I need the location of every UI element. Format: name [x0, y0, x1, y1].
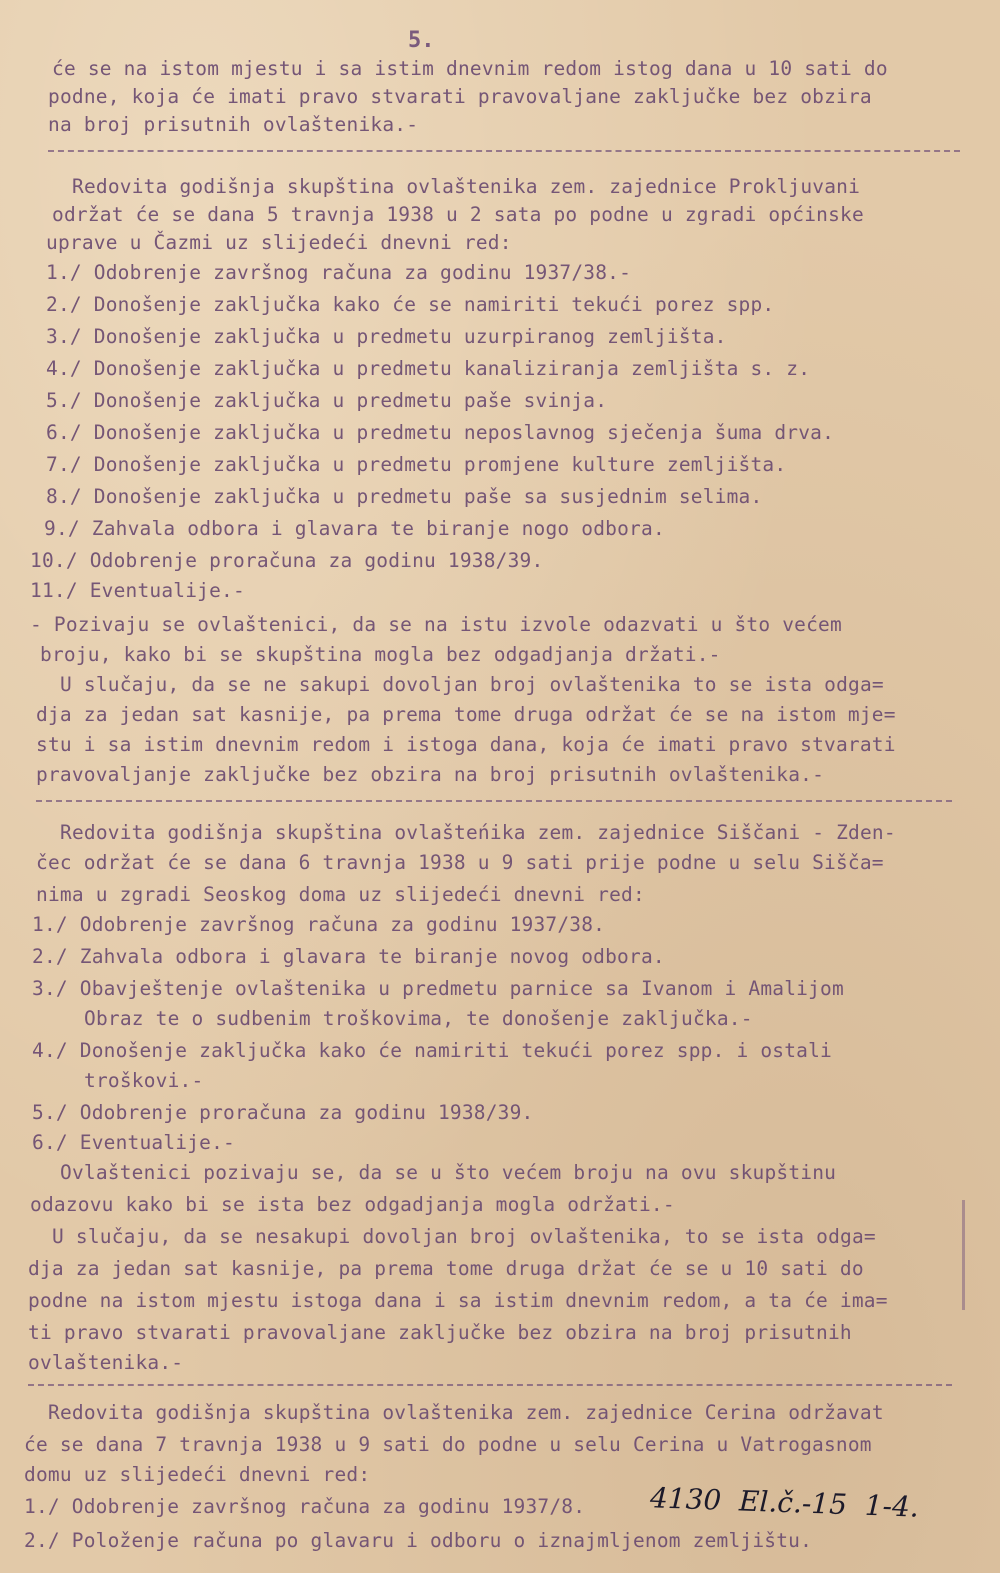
agenda-item: 2./ Zahvala odbora i glavara te biranje novog odbora.: [32, 945, 665, 968]
text-line: Redovita godišnja skupština ovlaštenika zem. zajednice Prokljuvani: [72, 175, 861, 198]
text-line: pravovaljanje zaključke bez obzira na broj prisutnih ovlaštenika.-: [36, 763, 825, 786]
text-line: odazovu kako bi se ista bez odgadjanja mogla održati.-: [30, 1193, 675, 1216]
section-divider: [28, 1384, 952, 1386]
agenda-item: 1./ Odobrenje završnog računa za godinu 1937/38.: [32, 913, 606, 936]
text-line: broju, kako bi se skupština mogla bez odgadjanja držati.-: [40, 643, 721, 666]
text-line: će se dana 7 travnja 1938 u 9 sati do podne u selu Cerina u Vatrogasnom: [24, 1433, 872, 1456]
text-line: stu i sa istim dnevnim redom i istoga dana, koja će imati pravo stvarati: [36, 733, 896, 756]
text-line: čec održat će se dana 6 travnja 1938 u 9 sati prije podne u selu Sišča=: [36, 851, 884, 874]
handwritten-archive-note: 4130 El.č.-15 1-4.: [649, 1481, 920, 1524]
text-line: uprave u Čazmi uz slijedeći dnevni red:: [46, 231, 512, 254]
text-line: podne, koja će imati pravo stvarati pravovaljane zaključke bez obzira: [48, 85, 872, 108]
agenda-item: 9./ Zahvala odbora i glavara te biranje nogo odbora.: [44, 517, 665, 540]
text-line: Ovlaštenici pozivaju se, da se u što većem broju na ovu skupštinu: [60, 1161, 837, 1184]
text-line: podne na istom mjestu istoga dana i sa istim dnevnim redom, a ta će ima=: [28, 1289, 888, 1312]
agenda-item: 10./ Odobrenje proračuna za godinu 1938/39.: [30, 549, 544, 572]
agenda-item-continued: Obraz te o sudbenim troškovima, te donošenje zaključka.-: [84, 1007, 753, 1030]
text-line: Redovita godišnja skupština ovlašteńika zem. zajednice Siščani - Zden-: [60, 821, 896, 844]
agenda-item: 2./ Donošenje zaključka kako će se namiriti tekući porez spp.: [46, 293, 775, 316]
agenda-item: 2./ Položenje računa po glavaru i odboru o iznajmljenom zemljištu.: [24, 1529, 813, 1552]
agenda-item: 3./ Obavještenje ovlaštenika u predmetu parnice sa Ivanom i Amalijom: [32, 977, 844, 1000]
agenda-item: 5./ Odobrenje proračuna za godinu 1938/39.: [32, 1101, 534, 1124]
text-line: U slučaju, da se nesakupi dovoljan broj ovlaštenika, to se ista odga=: [52, 1225, 876, 1248]
agenda-item-continued: troškovi.-: [84, 1069, 204, 1092]
text-line: - Pozivaju se ovlaštenici, da se na istu izvole odazvati u što većem: [30, 613, 842, 636]
text-line: dja za jedan sat kasnije, pa prema tome druga održat će se na istom mje=: [36, 703, 896, 726]
agenda-item: 3./ Donošenje zaključka u predmetu uzurpiranog zemljišta.: [46, 325, 727, 348]
agenda-item: 6./ Eventualije.-: [32, 1131, 235, 1154]
text-line: nima u zgradi Seoskog doma uz slijedeći dnevni red:: [36, 883, 645, 906]
agenda-item: 11./ Eventualije.-: [30, 579, 245, 602]
section-divider: [36, 800, 952, 802]
text-line: na broj prisutnih ovlaštenika.-: [48, 113, 419, 136]
text-line: održat će se dana 5 travnja 1938 u 2 sata po podne u zgradi općinske: [52, 203, 864, 226]
agenda-item: 4./ Donošenje zaključka u predmetu kanaliziranja zemljišta s. z.: [46, 357, 811, 380]
agenda-item: 6./ Donošenje zaključka u predmetu neposlavnog sječenja šuma drva.: [46, 421, 835, 444]
text-line: dja za jedan sat kasnije, pa prema tome druga držat će se u 10 sati do: [28, 1257, 864, 1280]
edge-mark: [962, 1200, 965, 1310]
agenda-item: 1./ Odobrenje završnog računa za godinu 1937/8.: [24, 1495, 586, 1518]
text-line: ovlaštenika.-: [28, 1351, 184, 1374]
agenda-item: 1./ Odobrenje završnog računa za godinu 1937/38.-: [46, 261, 632, 284]
agenda-item: 8./ Donošenje zaključka u predmetu paše sa susjednim selima.: [46, 485, 763, 508]
agenda-item: 5./ Donošenje zaključka u predmetu paše svinja.: [46, 389, 608, 412]
section-divider: [48, 150, 960, 152]
agenda-item: 7./ Donošenje zaključka u predmetu promjene kulture zemljišta.: [46, 453, 787, 476]
text-line: ti pravo stvarati pravovaljane zaključke bez obzira na broj prisutnih: [28, 1321, 852, 1344]
text-line: U slučaju, da se ne sakupi dovoljan broj ovlaštenika to se ista odga=: [60, 673, 884, 696]
text-line: domu uz slijedeći dnevni red:: [24, 1463, 371, 1486]
text-line: će se na istom mjestu i sa istim dnevnim redom istog dana u 10 sati do: [52, 57, 888, 80]
agenda-item: 4./ Donošenje zaključka kako će namiriti tekući porez spp. i ostali: [32, 1039, 832, 1062]
page-number: 5.: [408, 28, 435, 53]
text-line: Redovita godišnja skupština ovlaštenika zem. zajednice Cerina održavat: [48, 1401, 884, 1424]
